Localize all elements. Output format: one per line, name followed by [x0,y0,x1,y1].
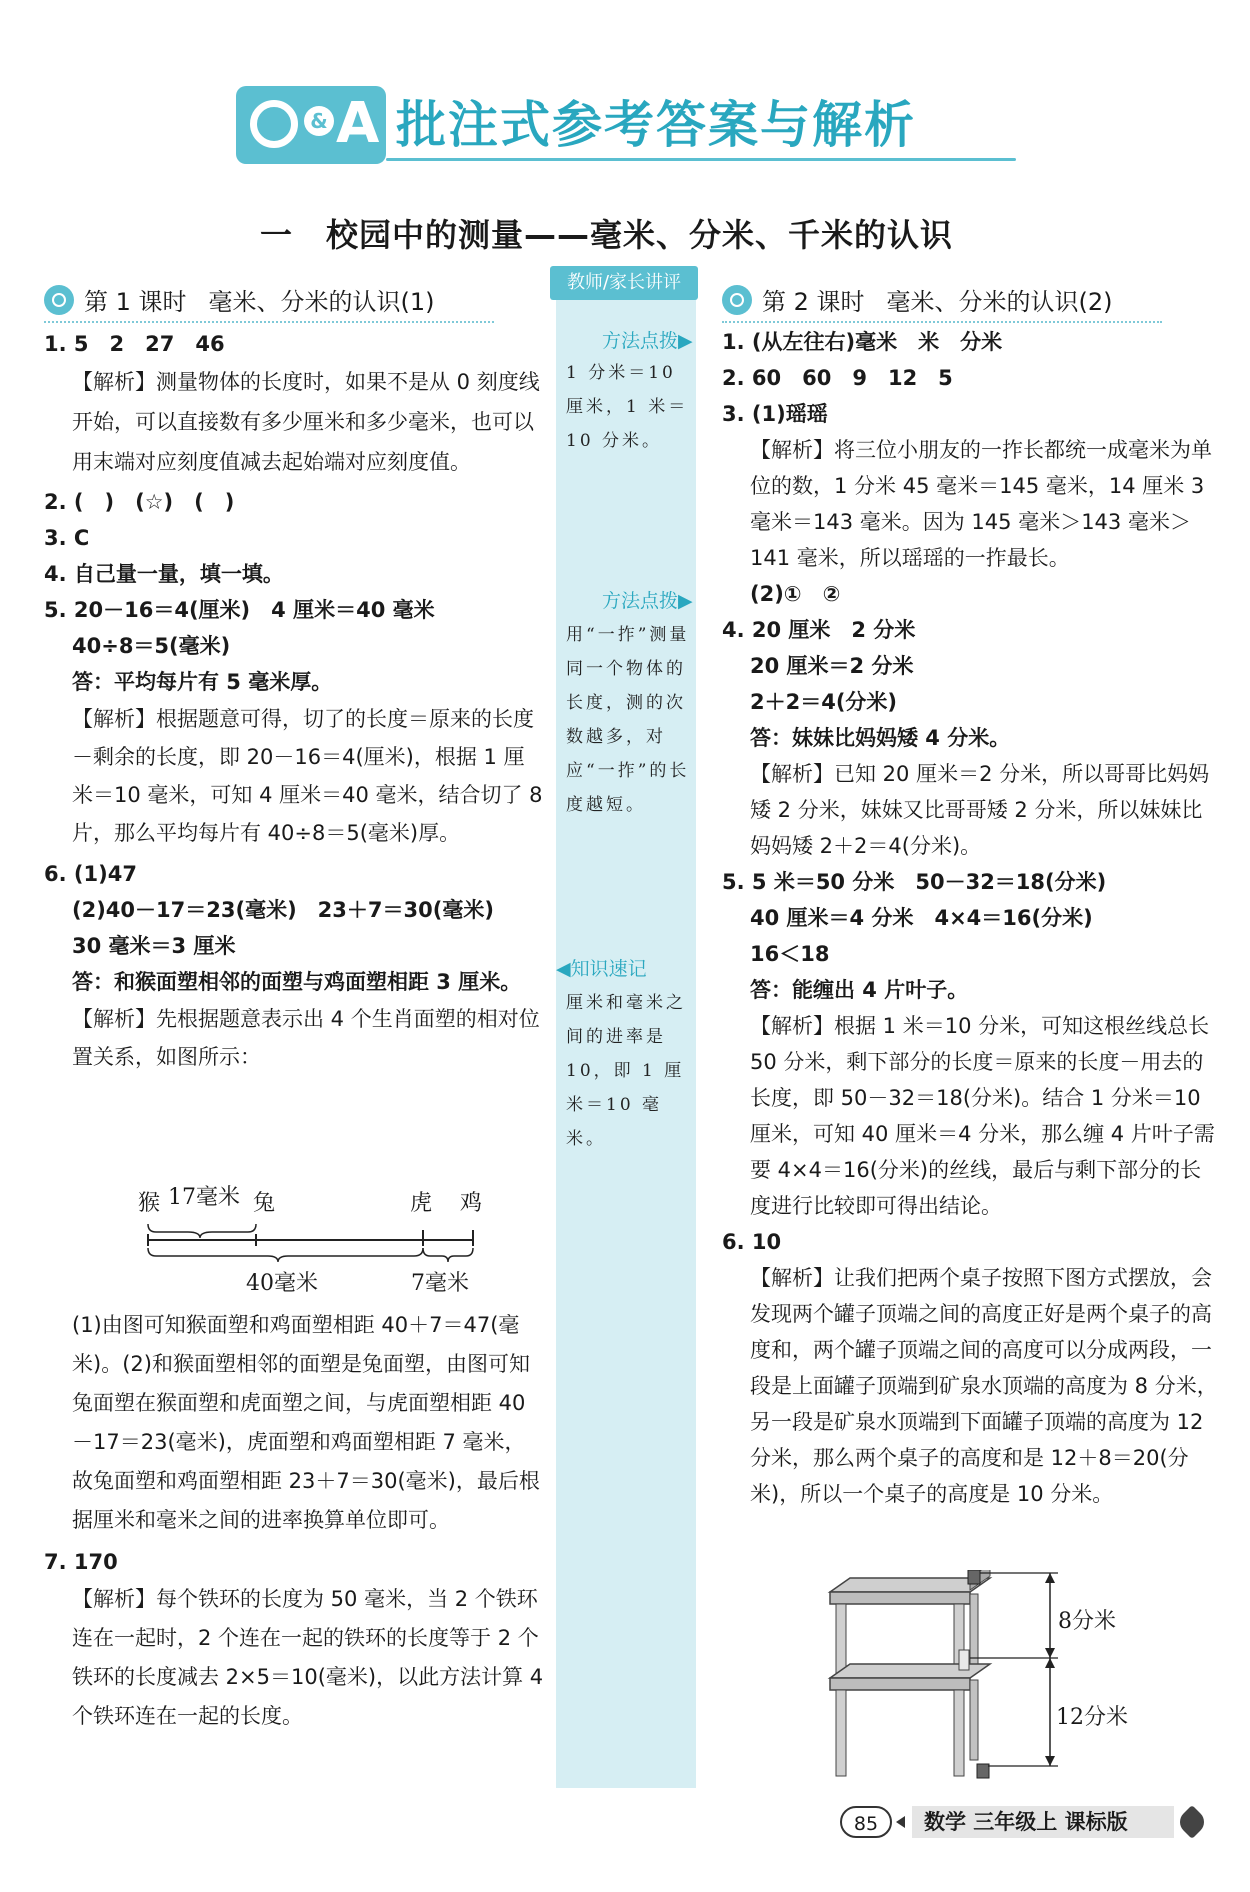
method-tip-text-1: 1 分米＝10 厘米，1 米＝10 分米。 [566,363,689,451]
arrow-left-icon [896,1816,905,1828]
answer-6d: 答：和猴面塑相邻的面塑与鸡面塑相距 3 厘米。 [72,970,522,994]
answer-5c: 16＜18 [750,942,830,966]
q-logo-icon [250,100,298,148]
lesson-icon [44,285,74,315]
sidebar-header: 教师/家长讲评 [550,266,698,300]
knowledge-tag: ◀知识速记 [556,958,647,980]
lesson-1-answers [44,326,544,1076]
answer-3: 3. C [44,526,90,550]
answer-5c: 答：平均每片有 5 毫米厚。 [72,670,333,694]
answer-6b: (2)40－17＝23(毫米) 23＋7＝30(毫米) [72,898,494,922]
analysis-6: (1)由图可知猴面塑和鸡面塑相距 40＋7＝47(毫米)。(2)和猴面塑相邻的面塑是兔面塑，由图可知兔面塑在猴面塑和虎面塑之间，与虎面塑相距 40－17＝23(毫米)，虎面塑和鸡面塑相距 7 毫米，故兔面塑和鸡面塑相距 23＋7＝30(毫米)，最后根据厘米和毫米之间的进率换算单位即可。 [72,1313,540,1532]
analysis-6: 【解析】让我们把两个桌子按照下图方式摆放，会发现两个罐子顶端之间的高度正好是两个桌子的高度和，两个罐子顶端之间的高度可以分成两段，一段是上面罐子顶端到矿泉水顶端的高度为 8 分米，另一段是矿泉水顶端到下面罐子顶端的高度为 12 分米，那么两个桌子的高度和是 12＋8＝20(分米)，所以一个桌子的高度是 10 分米。 [750,1266,1218,1506]
qa-logo [236,86,386,164]
label-rooster: 鸡 [460,1191,483,1216]
answer-4: 4. 自己量一量，填一填。 [44,562,284,586]
method-tip-tag-2: 方法点拨▶ [602,590,693,612]
lesson-icon [722,285,752,315]
analysis-5: 【解析】根据 1 米＝10 分米，可知这根丝线总长 50 分米，剩下部分的长度＝原来的长度－用去的长度，即 50－32＝18(分米)。结合 1 分米＝10 厘米，可知 40 厘米＝4 分米，那么缠 4 片叶子需要 4×4＝16(分米)的丝线，最后与剩下部分的长度进行比较即可得出结论。 [750,1014,1215,1218]
position-diagram [128,1182,508,1302]
answer-4b: 20 厘米＝2 分米 [750,654,914,678]
header-banner [236,86,1016,164]
answer-4a: 4. 20 厘米 2 分米 [722,618,916,642]
method-tip-tag-1: 方法点拨▶ [602,330,693,352]
analysis-7: 【解析】每个铁环的长度为 50 毫米，当 2 个铁环连在一起时，2 个连在一起的铁环的长度等于 2 个铁环的长度减去 2×5＝10(毫米)，以此方法计算 4 个铁环连在一起的长度。 [72,1587,544,1728]
answer-1: 1. 5 2 27 46 [44,332,225,356]
maple-leaf-icon [1175,1805,1209,1839]
method-tip-text-2: 用“一拃”测量同一个物体的长度，测的次数越多，对应“一拃”的长度越短。 [566,625,690,815]
knowledge-text: 厘米和毫米之间的进率是 10，即 1 厘米＝10 毫米。 [566,993,686,1149]
answer-6a: 6. (1)47 [44,862,137,886]
height-label-12dm: 12分米 [1056,1705,1128,1730]
stacked-tables-figure [820,1570,1128,1780]
answer-6c: 30 毫米＝3 厘米 [72,934,236,958]
a-logo: A [336,91,380,156]
analysis-4: 【解析】已知 20 厘米＝2 分米，所以哥哥比妈妈矮 2 分米，妹妹又比哥哥矮 2 分米，所以妹妹比妈妈矮 2＋2＝4(分米)。 [750,762,1210,858]
banner-title: 批注式参考答案与解析 [396,96,916,154]
label-7mm: 7毫米 [411,1271,469,1296]
lesson-1-answers-cont [44,1306,544,1736]
answer-6: 6. 10 [722,1230,782,1254]
subject-label: 数学 三年级上 课标版 [912,1806,1174,1838]
lesson-number: 第 1 课时 [84,288,187,316]
label-tiger: 虎 [410,1191,433,1216]
unit-title: 一 校园中的测量——毫米、分米、千米的认识 [260,216,954,254]
answer-2: 2. 60 60 9 12 5 [722,366,953,390]
answer-3b: (2)① ② [750,582,841,606]
height-label-8dm: 8分米 [1058,1609,1116,1634]
answer-5a: 5. 20－16＝4(厘米) 4 厘米＝40 毫米 [44,598,435,622]
analysis-1: 【解析】测量物体的长度时，如果不是从 0 刻度线开始，可以直接数有多少厘米和多少毫米，也可以用末端对应刻度值减去起始端对应刻度值。 [72,370,540,474]
lesson-1-header [44,282,494,323]
answer-5d: 答：能缠出 4 片叶子。 [750,978,969,1002]
answer-4d: 答：妹妹比妈妈矮 4 分米。 [750,726,1011,750]
analysis-6-intro: 【解析】先根据题意表示出 4 个生肖面塑的相对位置关系，如图所示： [72,1007,540,1069]
lesson-name: 毫米、分米的认识(2) [886,288,1113,316]
label-17mm: 17毫米 [168,1185,240,1210]
label-rabbit: 兔 [253,1191,276,1216]
amp-logo: & [304,106,334,136]
tables-drawing [820,1570,1120,1780]
lesson-name: 毫米、分米的认识(1) [208,288,435,316]
lesson-2-answers [722,324,1222,1512]
answer-3a: 3. (1)瑶瑶 [722,402,828,426]
page-number: 85 [840,1806,892,1838]
lesson-2-header [722,282,1162,323]
lesson-number: 第 2 课时 [762,288,865,316]
label-monkey: 猴 [138,1191,161,1216]
answer-1: 1. (从左往右)毫米 米 分米 [722,330,1003,354]
answer-7: 7. 170 [44,1550,118,1574]
answer-5b: 40 厘米＝4 分米 4×4＝16(分米) [750,906,1093,930]
page-footer [840,1806,1210,1840]
banner-underline [386,158,1016,161]
answer-4c: 2＋2＝4(分米) [750,690,898,714]
analysis-5: 【解析】根据题意可得，切了的长度＝原来的长度－剩余的长度，即 20－16＝4(厘米)，根据 1 厘米＝10 毫米，可知 4 厘米＝40 毫米，结合切了 8 片，那么平均每片有 40÷8＝5(毫米)厚。 [72,707,543,845]
analysis-3: 【解析】将三位小朋友的一拃长都统一成毫米为单位的数，1 分米 45 毫米＝145 毫米，14 厘米 3 毫米＝143 毫米。因为 145 毫米＞143 毫米＞141 毫米，所以瑶瑶的一拃最长。 [750,438,1212,570]
answer-5b: 40÷8＝5(毫米) [72,634,231,658]
label-40mm: 40毫米 [246,1271,318,1296]
answer-5a: 5. 5 米＝50 分米 50－32＝18(分米) [722,870,1107,894]
answer-2: 2. ( ) (☆) ( ) [44,490,235,514]
